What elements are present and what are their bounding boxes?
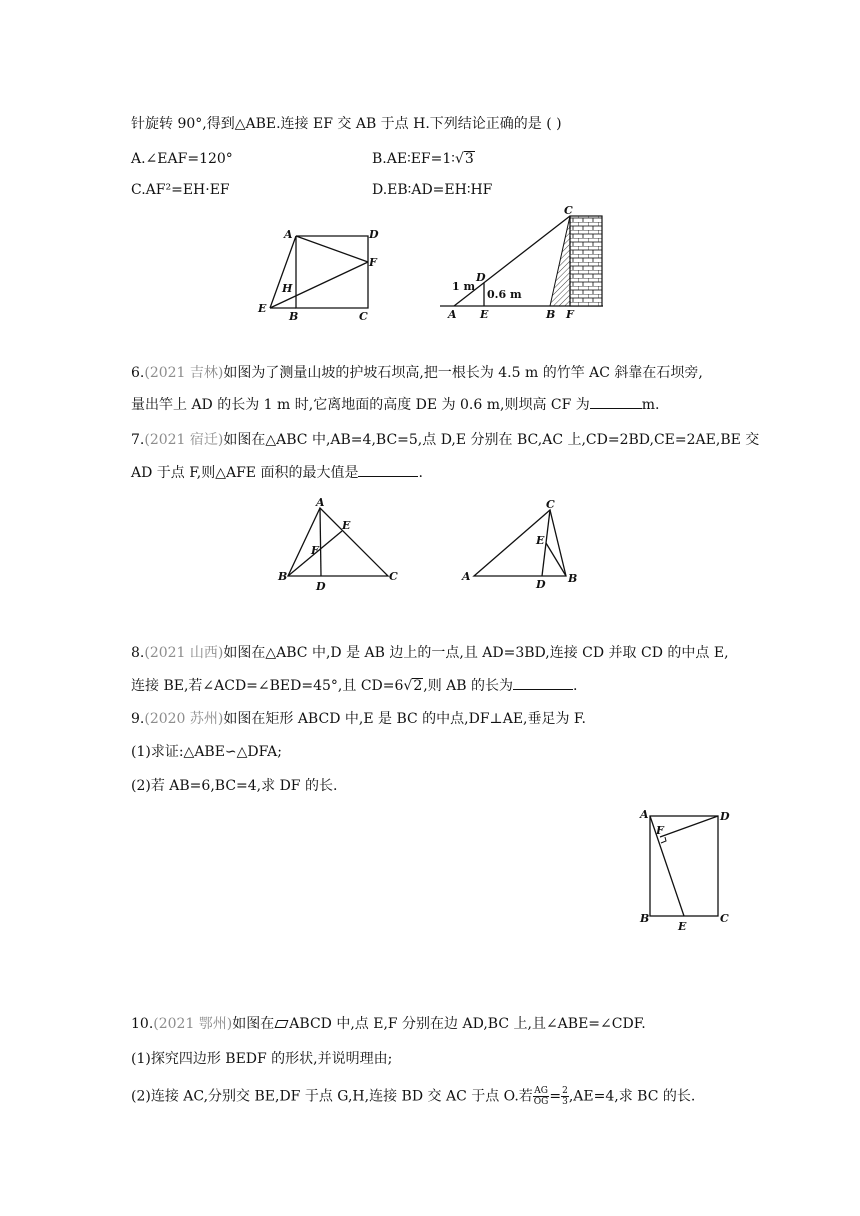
q8-line2: 连接 BE,若∠ACD=∠BED=45°,且 CD=6√2,则 AB 的长为 .: [131, 678, 578, 694]
q8-text2-post: .: [573, 678, 578, 694]
q10-source: (2021 鄂州): [153, 1016, 233, 1032]
q9-source: (2020 苏州): [144, 711, 224, 727]
q10-frac1-den: OG: [533, 1097, 549, 1107]
label-q5-a: A: [284, 228, 293, 241]
q5-option-b-sqrt: 3: [464, 151, 474, 167]
figure-q9-rectangle: [636, 806, 746, 936]
q7-line2: [131, 464, 423, 482]
label-q6-e: E: [480, 308, 489, 321]
label-q8-b: B: [568, 572, 578, 585]
label-q9-d: D: [720, 810, 730, 823]
q10-fraction-2-3: [561, 1086, 569, 1107]
label-q7a-e: E: [342, 519, 351, 532]
q8-number: 8.: [131, 645, 145, 661]
q7-answer-blank[interactable]: [358, 464, 418, 477]
label-q5-e: E: [258, 302, 267, 315]
label-q5-b: B: [289, 310, 299, 323]
q8-source: (2021 山西): [144, 645, 224, 661]
q8-line1: [131, 644, 729, 662]
label-q7a-b: B: [278, 570, 288, 583]
q7-source: (2021 宿迁): [144, 432, 224, 448]
q5-option-b: B.AE∶EF=1∶√3: [372, 151, 474, 167]
label-q7a-d: D: [316, 580, 326, 593]
label-q9-b: B: [640, 912, 650, 925]
q10-frac1-num: AG: [534, 1086, 548, 1096]
label-q6-c: C: [564, 204, 573, 217]
q6-line1: [131, 364, 703, 382]
q10-part1: (1)探究四边形 BEDF 的形状,并说明理由;: [131, 1051, 393, 1067]
label-q9-e: E: [678, 920, 687, 933]
q7-number: 7.: [131, 432, 145, 448]
q10-part2-pre: (2)连接 AC,分别交 BE,DF 于点 G,H,连接 BD 交 AC 于点 O.若: [131, 1088, 533, 1105]
label-q9-c: C: [720, 912, 729, 925]
q8-sqrt: 2: [413, 678, 423, 694]
q10-fraction-ag-og: [533, 1086, 550, 1107]
q6-number: 6.: [131, 365, 145, 381]
q6-text2-post: m.: [641, 397, 660, 413]
label-q8-c: C: [546, 498, 555, 511]
label-q8-d: D: [536, 578, 546, 591]
label-q6-a: A: [448, 308, 457, 321]
label-q5-d: D: [369, 228, 379, 241]
label-q8-e: E: [536, 534, 545, 547]
q9-text1: 如图在矩形 ABCD 中,E 是 BC 的中点,DF⊥AE,垂足为 F.: [223, 711, 586, 727]
q6-text1: 如图为了测量山坡的护坡石坝高,把一根长为 4.5 m 的竹竿 AC 斜靠在石坝旁,: [223, 365, 703, 381]
q10-frac2-num: 2: [562, 1086, 568, 1096]
q10-part2: [131, 1086, 695, 1107]
label-q6-06m: 0.6 m: [487, 288, 522, 301]
parallelogram-icon: [275, 1020, 289, 1028]
q9-number: 9.: [131, 711, 145, 727]
label-q9-a: A: [640, 808, 649, 821]
q7-line1: [131, 431, 759, 449]
q6-line2: [131, 396, 660, 414]
q9-part1: (1)求证:△ABE∽△DFA;: [131, 744, 282, 760]
q10-text1-post: ABCD 中,点 E,F 分别在边 AD,BC 上,且∠ABE=∠CDF.: [289, 1016, 646, 1032]
q10-line1: [131, 1015, 646, 1033]
q9-part2: (2)若 AB=6,BC=4,求 DF 的长.: [131, 778, 338, 794]
q10-frac-eq: =: [549, 1088, 562, 1105]
label-q7a-a: A: [316, 496, 325, 509]
q5-option-c: C.AF²=EH·EF: [131, 182, 230, 198]
q6-text2: 量出竿上 AD 的长为 1 m 时,它离地面的高度 DE 为 0.6 m,则坝高 CF 为: [131, 397, 590, 413]
q10-frac2-den: 3: [562, 1097, 568, 1107]
q10-number: 10.: [131, 1016, 154, 1032]
label-q6-d: D: [476, 271, 486, 284]
q7-text2: AD 于点 F,则△AFE 面积的最大值是: [131, 465, 359, 481]
label-q6-f: F: [566, 308, 574, 321]
label-q7a-f: F: [311, 544, 319, 557]
figure-q6-dam: [438, 206, 608, 326]
q8-answer-blank[interactable]: [513, 677, 573, 690]
q6-source: (2021 吉林): [144, 365, 224, 381]
figure-q8-triangle: [460, 496, 590, 596]
q5-option-b-prefix: B.AE∶EF=1∶: [372, 151, 455, 167]
label-q6-1m: 1 m: [452, 280, 476, 293]
q5-stem-tail: 针旋转 90°,得到△ABE.连接 EF 交 AB 于点 H.下列结论正确的是 ( ): [131, 116, 562, 132]
q8-text2-mid: ,则 AB 的长为: [423, 678, 513, 694]
q7-text2-post: .: [418, 465, 423, 481]
label-q9-f: F: [656, 824, 664, 837]
q10-text1-pre: 如图在: [232, 1016, 275, 1032]
figure-q7-triangle: [278, 496, 408, 596]
q5-option-a: A.∠EAF=120°: [131, 151, 233, 167]
label-q5-f: F: [369, 256, 377, 269]
label-q8-a: A: [462, 570, 471, 583]
q10-part2-post: ,AE=4,求 BC 的长.: [568, 1088, 696, 1105]
label-q7a-c: C: [389, 570, 398, 583]
q9-line1: [131, 710, 586, 728]
q7-text1: 如图在△ABC 中,AB=4,BC=5,点 D,E 分别在 BC,AC 上,CD=2BD,CE=2AE,BE 交: [223, 432, 760, 448]
q8-text2: 连接 BE,若∠ACD=∠BED=45°,且 CD=6: [131, 678, 404, 694]
figure-q5-square: [256, 226, 379, 326]
q5-option-d: D.EB∶AD=EH∶HF: [372, 182, 493, 198]
label-q5-c: C: [359, 310, 368, 323]
label-q6-b: B: [546, 308, 556, 321]
label-q5-h: H: [282, 282, 293, 295]
q8-text1: 如图在△ABC 中,D 是 AB 边上的一点,且 AD=3BD,连接 CD 并取 CD 的中点 E,: [223, 645, 729, 661]
q6-answer-blank[interactable]: [590, 396, 642, 409]
